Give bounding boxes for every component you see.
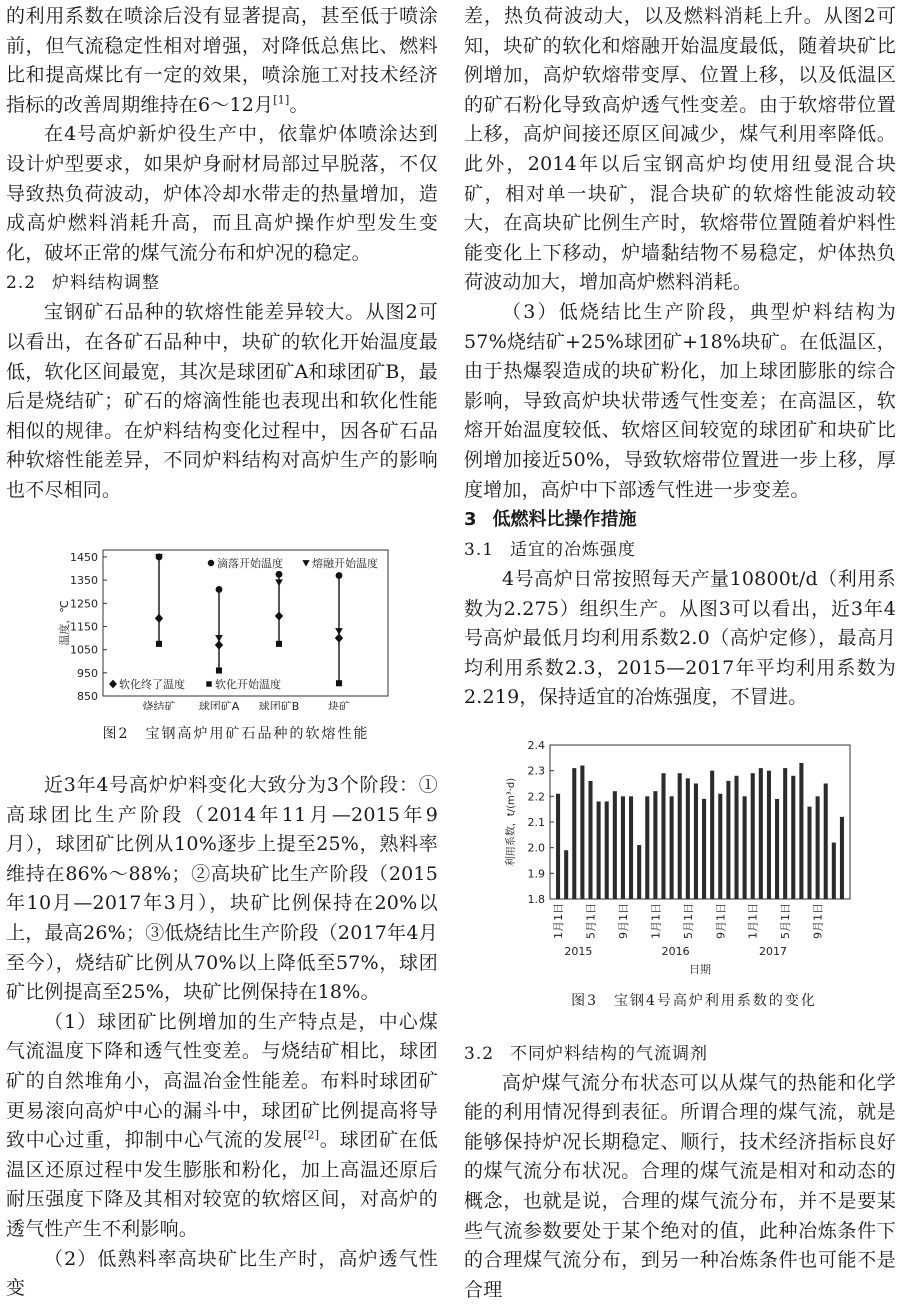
legend-marker [206, 681, 211, 686]
x-tick-label: 球团矿A [198, 699, 240, 710]
bar [572, 768, 576, 899]
bar [734, 776, 738, 899]
x-axis-label: 日期 [689, 963, 711, 976]
bar [799, 763, 803, 899]
citation: [1] [273, 93, 290, 107]
bar [832, 843, 836, 899]
bar [564, 850, 568, 899]
plot-frame [550, 745, 850, 899]
bar [645, 796, 649, 899]
year-label: 2017 [759, 945, 787, 959]
bar [661, 773, 665, 899]
bar [751, 773, 755, 899]
bar [686, 778, 690, 899]
bar [824, 784, 828, 900]
x-tick-label: 烧结矿 [142, 699, 176, 710]
bar [783, 768, 787, 899]
year-label: 2015 [564, 945, 593, 959]
paragraph: （2）低熟料率高块矿比生产时，高炉透气性变 [6, 1247, 438, 1300]
figure-3 [464, 735, 896, 1017]
right-column [464, 0, 896, 1305]
x-tick-label: 5月1日 [584, 903, 598, 940]
data-point [275, 611, 283, 620]
year-label: 2016 [661, 945, 690, 959]
y-tick-label: 1.9 [527, 867, 545, 881]
bar [556, 794, 560, 899]
data-point [155, 613, 163, 622]
data-point [275, 579, 283, 586]
bar [597, 802, 601, 900]
y-tick-label: 1250 [70, 596, 98, 610]
figure-2 [6, 530, 438, 750]
left-column [6, 0, 438, 1304]
utilization-chart [464, 735, 896, 975]
section-heading: 3.1 适宜的冶炼强度 [464, 540, 637, 561]
bar [613, 791, 617, 899]
data-point [215, 640, 223, 649]
y-tick-label: 1450 [70, 550, 98, 564]
paragraph: 的利用系数在喷涂后没有显著提高，甚至低于喷涂前，但气流稳定性相对增强，对降低总焦比、燃料比和提高煤比有一定的效果，喷涂施工对技术经济指标的改善周期维持在6～12月[1]。 [6, 5, 438, 116]
y-tick-label: 2.2 [527, 790, 545, 804]
y-tick-label: 1050 [70, 643, 98, 657]
paragraph: 4号高炉日常按照每天产量10800t/d（利用系数为2.275）组织生产。从图3可以看出，近3年4号高炉最低月均利用系数2.0（高炉定修），最高月均利用系数2.3，2015—2017年平均利用系数为2.219，保持适宜的冶炼强度，不冒进。 [464, 568, 896, 709]
bar [588, 781, 592, 899]
bar [670, 796, 674, 899]
x-tick-label: 5月1日 [779, 903, 793, 940]
bar [775, 799, 779, 899]
data-point [336, 572, 343, 579]
bar [759, 768, 763, 899]
y-tick-label: 2.3 [527, 764, 545, 778]
x-tick-label: 9月1日 [714, 903, 728, 940]
bar [678, 773, 682, 899]
y-tick-label: 2.4 [527, 739, 545, 753]
bar [726, 781, 730, 899]
data-point [335, 633, 343, 642]
x-tick-label: 1月1日 [552, 903, 566, 940]
y-tick-label: 950 [77, 666, 98, 680]
legend-marker [208, 559, 214, 565]
data-point [156, 640, 162, 646]
data-point [276, 640, 282, 646]
paragraph: （1）球团矿比例增加的生产特点是，中心煤气流温度下降和透气性变差。与烧结矿相比，球团矿的自然堆角小，高温冶金性能差。布料时球团矿更易滚向高炉中心的漏斗中，球团矿比例提高将导致中心过重，抑制中心气流的发展[2]。球团矿在低温区还原过程中发生膨胀和粉化，加上高温还原后耐压强度下降及其相对较宽的软熔区间，对高炉的透气性产生不利影响。 [6, 1010, 438, 1240]
data-point [216, 667, 222, 673]
section-heading: 3 低燃料比操作措施 [464, 509, 637, 531]
y-tick-label: 1150 [70, 619, 98, 633]
x-tick-label: 1月1日 [746, 903, 760, 940]
bar [840, 817, 844, 899]
bar [767, 771, 771, 899]
bar [816, 796, 820, 899]
paragraph: 差，热负荷波动大，以及燃料消耗上升。从图2可知，块矿的软化和熔融开始温度最低，随着块矿比例增加，高炉软熔带变厚、位置上移，以及低温区的矿石粉化导致高炉透气性变差。由于软熔带位置上移，高炉间接还原区间减少，煤气利用率降低。此外，2014年以后宝钢高炉均使用纽曼混合块矿，相对单一块矿，混合块矿的软熔性能波动较大，在高块矿比例生产时，软熔带位置随着炉料性能变化上下移动，炉墙黏结物不易稳定，炉体热负荷波动加大，增加高炉燃料消耗。 [464, 5, 896, 294]
bar [637, 845, 641, 899]
bar [807, 807, 811, 899]
y-axis-label: 温度，℃ [58, 599, 71, 646]
bar [694, 784, 698, 900]
legend-label: 软化终了温度 [119, 677, 185, 691]
y-tick-label: 1350 [70, 573, 98, 587]
paragraph: （3）低烧结比生产阶段，典型炉料结构为57%烧结矿+25%球团矿+18%块矿。在低温区，由于热爆裂造成的块矿粉化，加上球团膨胀的综合影响，导致高炉块状带透气性变差；在高温区，软熔开始温度较低、软熔区间较宽的球团矿和块矿比例增加接近50%，导致软熔带位置进一步上移，厚度增加，高炉中下部透气性进一步变差。 [464, 300, 896, 501]
citation: [2] [303, 1128, 320, 1142]
bar [629, 796, 633, 899]
legend-marker [109, 679, 117, 688]
y-tick-label: 850 [77, 689, 98, 703]
bar [710, 771, 714, 899]
x-tick-label: 1月1日 [649, 903, 663, 940]
paragraph: 近3年4号高炉炉料变化大致分为3个阶段：①高球团比生产阶段（2014年11月—2015年9月），球团矿比例从10%逐步上提至25%，熟料率维持在86%～88%；②高块矿比生产阶段（2015年10月—2017年3月），块矿比例保持在20%以上，最高26%；③低烧结比生产阶段（2017年4月至今），烧结矿比例从70%以上降低至57%，球团矿比例提高至25%，块矿比例保持在18%。 [6, 774, 438, 1004]
bar [605, 802, 609, 900]
legend-label: 滴落开始温度 [217, 556, 283, 570]
bar [743, 796, 747, 899]
paragraph: 高炉煤气流分布状态可以从煤气的热能和化学能的利用情况得到表征。所谓合理的煤气流，就是能够保持炉况长期稳定、顺行，技术经济指标良好的煤气流分布状况。合理的煤气流是相对和动态的概念，也就是说，合理的煤气流分布，并不是要某些气流参数要处于某个绝对的值，此种冶炼条件下的合理煤气流分布，到另一种冶炼条件也可能不是合理 [464, 1071, 896, 1301]
bar [702, 799, 706, 899]
legend-label: 软化开始温度 [215, 677, 281, 691]
legend-marker [302, 560, 309, 566]
legend-label: 熔融开始温度 [312, 556, 378, 570]
bar [653, 791, 657, 899]
y-tick-label: 1.8 [527, 893, 545, 907]
softening-chart [6, 530, 438, 710]
x-tick-label: 块矿 [328, 699, 350, 710]
bar [621, 796, 625, 899]
data-point [276, 570, 283, 577]
data-point [216, 585, 223, 592]
bar [580, 766, 584, 899]
bar [718, 794, 722, 899]
x-tick-label: 9月1日 [811, 903, 825, 940]
section-heading: 3.2 不同炉料结构的气流调剂 [464, 1043, 709, 1064]
y-tick-label: 2.1 [527, 816, 545, 830]
paragraph: 宝钢矿石品种的软熔性能差异较大。从图2可以看出，在各矿石品种中，块矿的软化开始温度最低，软化区间最宽，其次是球团矿A和球团矿B，最后是烧结矿；矿石的熔滴性能也表现出和软化性能相似的规律。在炉料结构变化过程中，因各矿石品种软熔性能差异，不同炉料结构对高炉生产的影响也不尽相同。 [6, 301, 438, 501]
figure-caption: 图2 宝钢高炉用矿石品种的软熔性能 [102, 725, 370, 742]
x-tick-label: 9月1日 [616, 903, 630, 940]
bar [791, 776, 795, 899]
paragraph: 在4号高炉新炉役生产中，依靠炉体喷涂达到设计炉型要求，如果炉身耐材局部过早脱落，不仅导致热负荷波动，炉体冷却水带走的热量增加，造成高炉燃料消耗升高，而且高炉操作炉型发生变化，破坏正常的煤气流分布和炉况的稳定。 [6, 123, 438, 264]
y-tick-label: 2.0 [527, 841, 545, 855]
y-axis-label: 利用系数，t/(m³·d) [506, 777, 517, 867]
x-tick-label: 球团矿B [258, 699, 300, 710]
section-heading: 2.2 炉料结构调整 [6, 273, 161, 294]
x-tick-label: 5月1日 [681, 903, 695, 940]
figure-caption: 图3 宝钢4号高炉利用系数的变化 [571, 993, 817, 1010]
data-point [336, 680, 342, 686]
plot-frame [103, 550, 388, 696]
